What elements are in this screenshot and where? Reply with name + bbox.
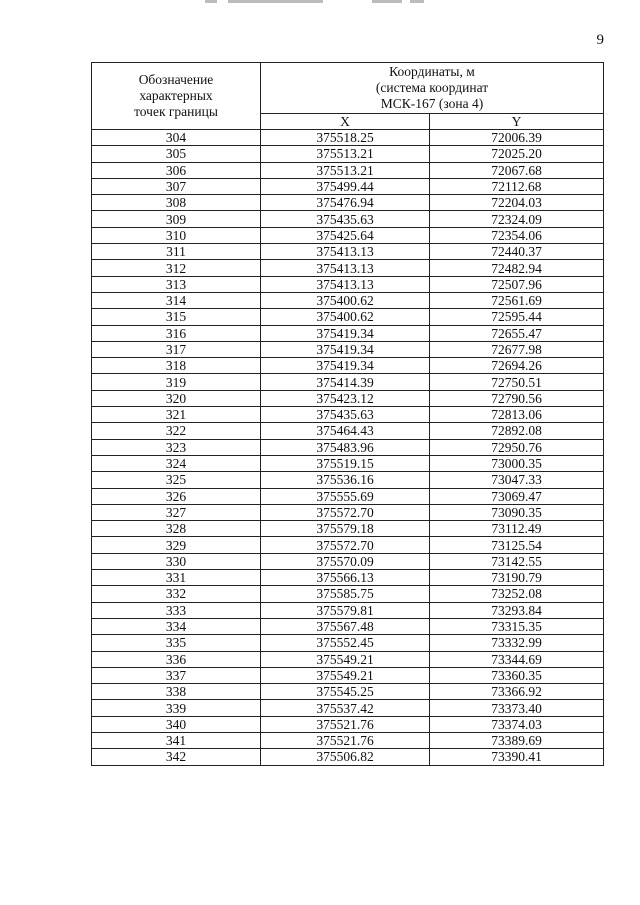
point-cell: 306 (92, 162, 261, 178)
table-row (92, 162, 604, 178)
point-cell: 307 (92, 178, 261, 194)
x-coordinate-cell: 375464.43 (261, 423, 430, 439)
point-cell: 331 (92, 570, 261, 586)
point-cell: 330 (92, 553, 261, 569)
x-coordinate-cell: 375413.13 (261, 244, 430, 260)
x-coordinate-cell: 375579.18 (261, 521, 430, 537)
y-coordinate-cell: 72025.20 (430, 146, 604, 162)
x-coordinate-cell: 375518.25 (261, 130, 430, 146)
table-row (92, 260, 604, 276)
point-cell: 313 (92, 276, 261, 292)
point-cell: 338 (92, 684, 261, 700)
table-row (92, 472, 604, 488)
table-row (92, 358, 604, 374)
x-coordinate-cell: 375419.34 (261, 341, 430, 357)
point-cell: 309 (92, 211, 261, 227)
y-coordinate-cell: 72790.56 (430, 390, 604, 406)
y-coordinate-cell: 72112.68 (430, 178, 604, 194)
x-coordinate-cell: 375567.48 (261, 618, 430, 634)
x-coordinate-cell: 375425.64 (261, 227, 430, 243)
page-number: 9 (596, 32, 604, 48)
x-coordinate-cell: 375555.69 (261, 488, 430, 504)
x-coordinate-cell: 375513.21 (261, 146, 430, 162)
y-coordinate-cell: 73142.55 (430, 553, 604, 569)
table-row (92, 227, 604, 243)
point-cell: 337 (92, 667, 261, 683)
point-cell: 334 (92, 618, 261, 634)
table-row (92, 276, 604, 292)
table-row (92, 195, 604, 211)
table-row (92, 488, 604, 504)
table-row (92, 439, 604, 455)
table-row (92, 423, 604, 439)
point-cell: 312 (92, 260, 261, 276)
x-coordinate-cell: 375521.76 (261, 732, 430, 748)
point-cell: 342 (92, 749, 261, 765)
x-coordinate-cell: 375476.94 (261, 195, 430, 211)
point-cell: 305 (92, 146, 261, 162)
point-column-header (92, 63, 261, 130)
x-coordinate-cell: 375435.63 (261, 211, 430, 227)
y-coordinate-cell: 72324.09 (430, 211, 604, 227)
point-cell: 320 (92, 390, 261, 406)
y-coordinate-cell: 73373.40 (430, 700, 604, 716)
table-row (92, 537, 604, 553)
point-cell: 332 (92, 586, 261, 602)
x-coordinate-cell: 375419.34 (261, 325, 430, 341)
y-coordinate-cell: 73360.35 (430, 667, 604, 683)
point-cell: 319 (92, 374, 261, 390)
y-coordinate-cell: 72440.37 (430, 244, 604, 260)
table-row (92, 292, 604, 308)
x-coordinate-cell: 375414.39 (261, 374, 430, 390)
x-coordinate-cell: 375579.81 (261, 602, 430, 618)
y-coordinate-cell: 72892.08 (430, 423, 604, 439)
x-coordinate-cell: 375536.16 (261, 472, 430, 488)
y-coordinate-cell: 72813.06 (430, 407, 604, 423)
point-cell: 317 (92, 341, 261, 357)
y-coordinate-cell: 73112.49 (430, 521, 604, 537)
point-cell: 335 (92, 635, 261, 651)
table-row (92, 635, 604, 651)
table-row (92, 407, 604, 423)
y-coordinate-cell: 72204.03 (430, 195, 604, 211)
point-cell: 311 (92, 244, 261, 260)
table-row (92, 553, 604, 569)
point-cell: 341 (92, 732, 261, 748)
y-column-header: Y (430, 114, 604, 130)
point-header-line: точек границы (134, 104, 218, 119)
x-coordinate-cell: 375566.13 (261, 570, 430, 586)
x-coordinate-cell: 375537.42 (261, 700, 430, 716)
table-row (92, 178, 604, 194)
coordinates-table (91, 62, 604, 766)
y-coordinate-cell: 72482.94 (430, 260, 604, 276)
y-coordinate-cell: 72507.96 (430, 276, 604, 292)
y-coordinate-cell: 72750.51 (430, 374, 604, 390)
point-cell: 316 (92, 325, 261, 341)
x-coordinate-cell: 375483.96 (261, 439, 430, 455)
coords-header-line: МСК-167 (зона 4) (380, 96, 484, 111)
y-coordinate-cell: 73047.33 (430, 472, 604, 488)
x-coordinate-cell: 375519.15 (261, 455, 430, 471)
y-coordinate-cell: 73389.69 (430, 732, 604, 748)
y-coordinate-cell: 72561.69 (430, 292, 604, 308)
point-cell: 339 (92, 700, 261, 716)
table-row (92, 651, 604, 667)
x-coordinate-cell: 375572.70 (261, 537, 430, 553)
point-cell: 324 (92, 455, 261, 471)
table-row (92, 732, 604, 748)
y-coordinate-cell: 73374.03 (430, 716, 604, 732)
y-coordinate-cell: 73293.84 (430, 602, 604, 618)
table-row (92, 618, 604, 634)
x-coordinate-cell: 375585.75 (261, 586, 430, 602)
table-row (92, 700, 604, 716)
point-cell: 323 (92, 439, 261, 455)
point-cell: 318 (92, 358, 261, 374)
x-coordinate-cell: 375499.44 (261, 178, 430, 194)
table-row (92, 244, 604, 260)
table-row (92, 374, 604, 390)
y-coordinate-cell: 73000.35 (430, 455, 604, 471)
x-coordinate-cell: 375521.76 (261, 716, 430, 732)
x-coordinate-cell: 375570.09 (261, 553, 430, 569)
x-coordinate-cell: 375419.34 (261, 358, 430, 374)
table-row (92, 146, 604, 162)
table-row (92, 667, 604, 683)
y-coordinate-cell: 72595.44 (430, 309, 604, 325)
y-coordinate-cell: 73332.99 (430, 635, 604, 651)
point-cell: 333 (92, 602, 261, 618)
table-row (92, 749, 604, 765)
table-row (92, 309, 604, 325)
table-body (92, 130, 604, 766)
y-coordinate-cell: 73344.69 (430, 651, 604, 667)
table-row (92, 521, 604, 537)
point-header-line: характерных (139, 88, 213, 103)
table-row (92, 341, 604, 357)
point-cell: 327 (92, 504, 261, 520)
point-cell: 328 (92, 521, 261, 537)
point-cell: 329 (92, 537, 261, 553)
table-row (92, 130, 604, 146)
table-row (92, 602, 604, 618)
table-row (92, 586, 604, 602)
table-row (92, 716, 604, 732)
x-coordinate-cell: 375513.21 (261, 162, 430, 178)
table-row (92, 390, 604, 406)
y-coordinate-cell: 72677.98 (430, 341, 604, 357)
x-coordinate-cell: 375423.12 (261, 390, 430, 406)
x-coordinate-cell: 375413.13 (261, 260, 430, 276)
y-coordinate-cell: 73390.41 (430, 749, 604, 765)
y-coordinate-cell: 72354.06 (430, 227, 604, 243)
y-coordinate-cell: 73366.92 (430, 684, 604, 700)
x-coordinate-cell: 375400.62 (261, 309, 430, 325)
y-coordinate-cell: 72067.68 (430, 162, 604, 178)
point-cell: 322 (92, 423, 261, 439)
point-cell: 340 (92, 716, 261, 732)
y-coordinate-cell: 72655.47 (430, 325, 604, 341)
point-cell: 304 (92, 130, 261, 146)
table-row (92, 504, 604, 520)
y-coordinate-cell: 73190.79 (430, 570, 604, 586)
point-cell: 315 (92, 309, 261, 325)
table-row (92, 325, 604, 341)
table-row (92, 455, 604, 471)
x-column-header: X (261, 114, 430, 130)
point-header-line: Обозначение (138, 72, 214, 87)
x-coordinate-cell: 375400.62 (261, 292, 430, 308)
y-coordinate-cell: 72950.76 (430, 439, 604, 455)
y-coordinate-cell: 73069.47 (430, 488, 604, 504)
coords-header-line: (система координат (375, 80, 489, 95)
x-coordinate-cell: 375435.63 (261, 407, 430, 423)
x-coordinate-cell: 375545.25 (261, 684, 430, 700)
x-coordinate-cell: 375549.21 (261, 667, 430, 683)
y-coordinate-cell: 73090.35 (430, 504, 604, 520)
x-coordinate-cell: 375506.82 (261, 749, 430, 765)
point-cell: 321 (92, 407, 261, 423)
point-cell: 308 (92, 195, 261, 211)
point-cell: 326 (92, 488, 261, 504)
table-row (92, 211, 604, 227)
y-coordinate-cell: 73252.08 (430, 586, 604, 602)
point-cell: 314 (92, 292, 261, 308)
x-coordinate-cell: 375552.45 (261, 635, 430, 651)
point-cell: 325 (92, 472, 261, 488)
coordinates-header (261, 63, 604, 114)
table-row (92, 570, 604, 586)
x-coordinate-cell: 375572.70 (261, 504, 430, 520)
scan-artifact-marks (0, 0, 640, 8)
x-coordinate-cell: 375413.13 (261, 276, 430, 292)
coords-header-line: Координаты, м (389, 64, 475, 79)
point-cell: 336 (92, 651, 261, 667)
y-coordinate-cell: 73125.54 (430, 537, 604, 553)
x-coordinate-cell: 375549.21 (261, 651, 430, 667)
y-coordinate-cell: 73315.35 (430, 618, 604, 634)
point-cell: 310 (92, 227, 261, 243)
y-coordinate-cell: 72006.39 (430, 130, 604, 146)
y-coordinate-cell: 72694.26 (430, 358, 604, 374)
table-row (92, 684, 604, 700)
